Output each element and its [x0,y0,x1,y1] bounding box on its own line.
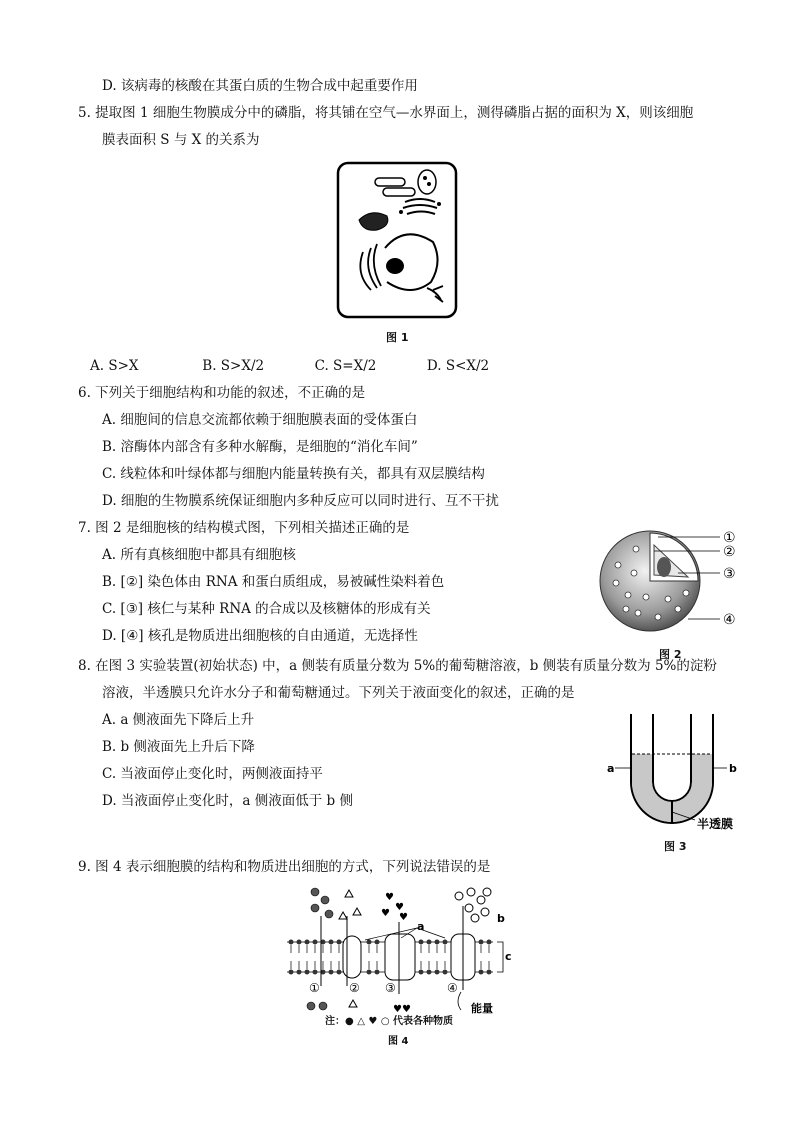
q7-option-c: C. [③] 核仁与某种 RNA 的合成以及核糖体的形成有关 [102,601,431,617]
q7-option-b: B. [②] 染色体由 RNA 和蛋白质组成，易被碱性染料着色 [102,574,445,590]
figure-2-label-1: ① [723,530,736,546]
figure-2-nucleus-diagram [598,525,773,637]
q5-option-c: C. S=X/2 [314,358,377,374]
q9-stem: 9. 图 4 表示细胞膜的结构和物质进出细胞的方式，下列说法错误的是 [78,859,491,875]
svg-text:♥: ♥ [381,908,390,919]
figure-2-label-2: ② [723,544,736,560]
q7-option-d: D. [④] 核孔是物质进出细胞核的自由通道，无选择性 [102,628,418,644]
q6-option-b: B. 溶酶体内部含有多种水解酶，是细胞的“消化车间” [102,439,418,455]
q6-option-d: D. 细胞的生物膜系统保证细胞内多种反应可以同时进行、互不干扰 [102,493,499,509]
figure-4-caption: 图 4 [388,1036,409,1047]
figure-4-label-b: b [497,912,505,925]
svg-text:♥: ♥ [399,912,408,923]
q5-stem-line2: 膜表面积 S 与 X 的关系为 [102,132,260,148]
figure-3-caption: 图 3 [664,840,687,853]
q8-option-a: A. a 侧液面先下降后上升 [102,712,255,728]
figure-3-label-b: b [729,762,737,775]
figure-3-label-membrane: 半透膜 [697,817,734,831]
figure-4-note: 注：● △ ♥ ○ 代表各种物质 [325,1016,454,1027]
figure-3-label-a: a [607,762,615,775]
q7-stem: 7. 图 2 是细胞核的结构模式图，下列相关描述正确的是 [78,520,410,536]
q7-option-a: A. 所有真核细胞中都具有细胞核 [102,547,296,563]
q5-options [90,356,489,376]
figure-1-caption: 图 1 [386,331,409,344]
q6-option-c: C. 线粒体和叶绿体都与细胞内能量转换有关，都具有双层膜结构 [102,466,485,482]
figure-4-membrane-transport-diagram [285,886,515,1026]
figure-2-label-3: ③ [723,566,736,582]
q8-stem-line2: 溶液，半透膜只允许水分子和葡萄糖通过。下列关于液面变化的叙述，正确的是 [102,685,575,701]
figure-4-label-c: c [505,950,512,963]
figure-3-u-tube-diagram [605,712,755,836]
q4-option-d: D. 该病毒的核酸在其蛋白质的生物合成中起重要作用 [102,78,418,94]
svg-text:♥: ♥ [385,892,394,903]
q5-option-d: D. S<X/2 [426,358,490,374]
figure-2-label-4: ④ [723,612,736,628]
figure-1-cell-diagram [335,160,459,320]
figure-4-label-3: ③ [385,981,396,995]
figure-4-label-1: ① [309,981,320,995]
q5-option-b: B. S>X/2 [202,358,265,374]
q6-stem: 6. 下列关于细胞结构和功能的叙述，不正确的是 [78,385,366,401]
q5-stem-line1: 5. 提取图 1 细胞生物膜成分中的磷脂，将其铺在空气—水界面上，测得磷脂占据的面积为 X，则该细胞 [78,105,694,121]
figure-4-label-a: a [417,920,425,933]
q8-stem-line1: 8. 在图 3 实验装置(初始状态) 中，a 侧装有质量分数为 5%的葡萄糖溶液，b 侧装有质量分数为 5%的淀粉 [78,658,717,674]
figure-4-label-4: ④ [447,981,458,995]
q5-option-a: A. S>X [90,358,139,374]
svg-text:♥: ♥ [395,902,404,913]
figure-4-label-2: ② [349,981,360,995]
figure-4-label-energy: 能量 [471,1002,493,1015]
svg-text:♥♥: ♥♥ [393,1004,411,1015]
q8-option-d: D. 当液面停止变化时，a 侧液面低于 b 侧 [102,793,353,809]
figure-2-caption: 图 2 [659,648,682,661]
q8-option-b: B. b 侧液面先上升后下降 [102,739,255,755]
q8-option-c: C. 当液面停止变化时，两侧液面持平 [102,766,323,782]
q6-option-a: A. 细胞间的信息交流都依赖于细胞膜表面的受体蛋白 [102,412,418,428]
